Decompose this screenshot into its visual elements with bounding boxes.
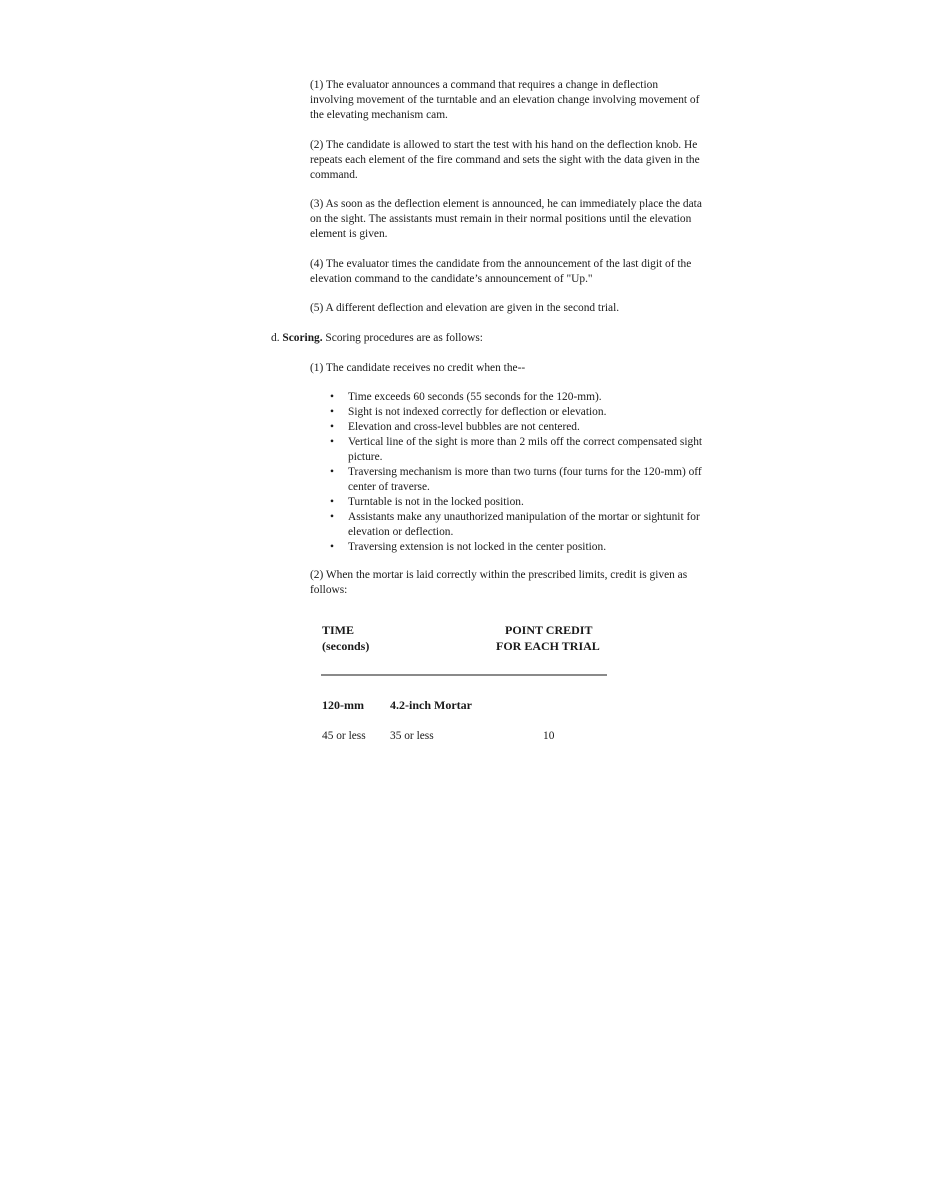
table-header-time — [322, 622, 369, 654]
table-header-credit — [496, 622, 600, 654]
list-item-text: Vertical line of the sight is more than 2 mils off the correct compensated sight picture. — [348, 436, 703, 463]
list-item-text: Assistants make any unauthorized manipulation of the mortar or sightunit for elevation or deflection. — [348, 511, 700, 538]
table-header-credit-line2: FOR EACH TRIAL — [496, 639, 600, 653]
bullet-icon: • — [330, 541, 334, 553]
scoring-title: Scoring. — [282, 332, 323, 344]
table-cell-4-2-inch: 35 or less — [390, 730, 434, 742]
no-credit-list — [328, 390, 703, 555]
table-subheader-120mm: 120-mm — [322, 698, 364, 712]
list-item — [328, 465, 703, 495]
list-item-text: Traversing extension is not locked in the center position. — [348, 541, 607, 553]
paragraph-2: (2) The candidate is allowed to start the test with his hand on the deflection knob. He repeats each element of the fire command and sets the sight with the data given in the command. — [310, 139, 700, 181]
list-item-text: Turntable is not in the locked position. — [348, 496, 524, 508]
scoring-text: Scoring procedures are as follows: — [322, 332, 483, 344]
paragraph-5: (5) A different deflection and elevation are given in the second trial. — [310, 302, 620, 314]
bullet-icon: • — [330, 406, 334, 418]
list-item — [328, 510, 703, 540]
list-item-text: Elevation and cross-level bubbles are not centered. — [348, 421, 580, 433]
list-item — [328, 390, 703, 405]
table-cell-120mm: 45 or less — [322, 730, 366, 742]
list-item — [328, 495, 703, 510]
paragraph-4: (4) The evaluator times the candidate from the announcement of the last digit of the elevation command to the candidate’s announcement of "Up." — [310, 258, 692, 285]
no-credit-intro: (1) The candidate receives no credit when the-- — [310, 362, 526, 374]
bullet-icon: • — [330, 436, 334, 448]
bullet-icon: • — [330, 496, 334, 508]
paragraph-1: (1) The evaluator announces a command that requires a change in deflection involving movement of the turntable and an elevation change involving movement of the elevating mechanism cam. — [310, 79, 700, 121]
list-item — [328, 540, 703, 555]
table-cell-credit: 10 — [543, 730, 555, 742]
table-subheader-4-2-inch: 4.2-inch Mortar — [390, 698, 472, 712]
bullet-icon: • — [330, 421, 334, 433]
scoring-prefix: d. — [271, 332, 283, 344]
list-item — [328, 405, 703, 420]
scoring-heading — [271, 331, 701, 346]
table-header-time-line2: (seconds) — [322, 639, 370, 653]
paragraph-3: (3) As soon as the deflection element is announced, he can immediately place the data on the sight. The assistants must remain in their normal positions until the elevation element is given. — [310, 198, 702, 240]
table-header-credit-line1: POINT CREDIT — [505, 623, 593, 637]
bullet-icon: • — [330, 466, 334, 478]
table-header-time-line1: TIME — [322, 623, 355, 637]
list-item-text: Sight is not indexed correctly for deflection or elevation. — [348, 406, 607, 418]
list-item-text: Traversing mechanism is more than two turns (four turns for the 120-mm) off center of traverse. — [348, 466, 702, 493]
list-item — [328, 435, 703, 465]
bullet-icon: • — [330, 511, 334, 523]
table-divider — [321, 674, 607, 676]
credit-intro: (2) When the mortar is laid correctly within the prescribed limits, credit is given as follows: — [310, 569, 688, 596]
bullet-icon: • — [330, 391, 334, 403]
list-item — [328, 420, 703, 435]
list-item-text: Time exceeds 60 seconds (55 seconds for the 120-mm). — [348, 391, 602, 403]
